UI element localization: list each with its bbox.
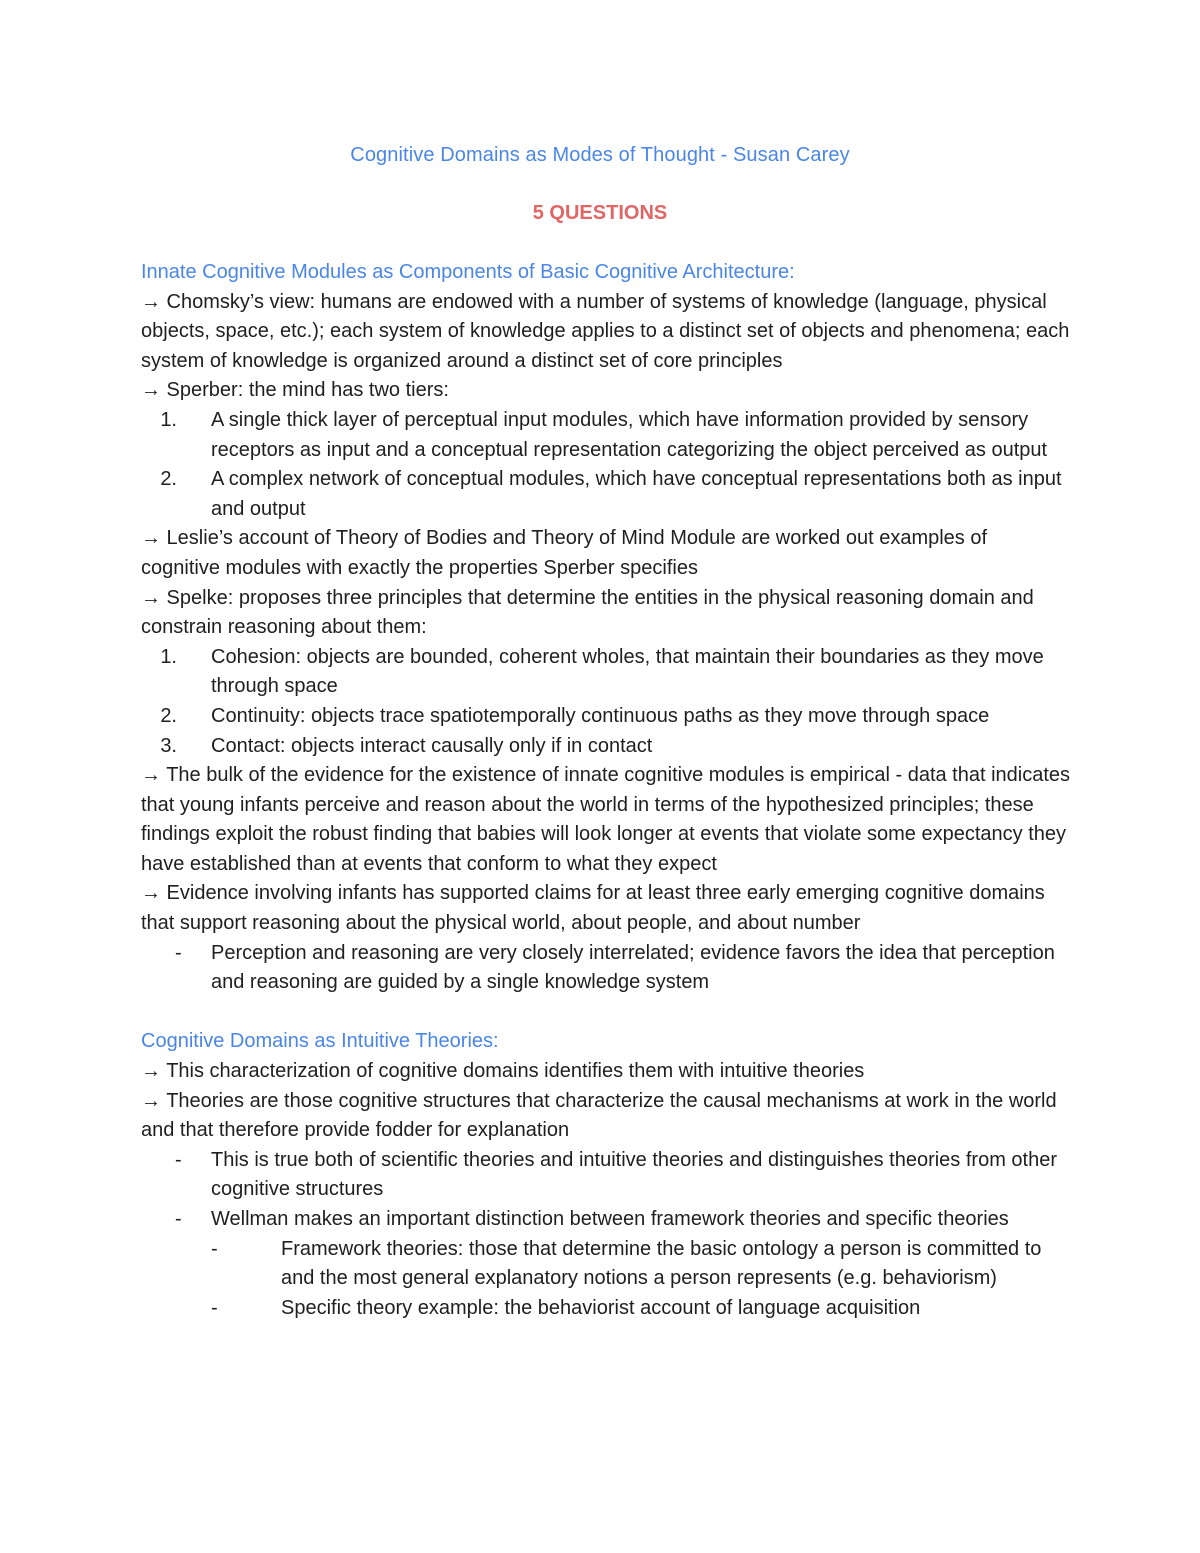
document-body: [141, 258, 1071, 1323]
bullet-marker: -: [175, 1208, 182, 1230]
blank-line: [141, 998, 1071, 1028]
bullet-item: [141, 1205, 1071, 1235]
paragraph-infants: → Evidence involving infants has supported claims for at least three early emerging cognitive domains that support reasoning about the physical world, about people, and about number: [141, 882, 1045, 935]
bullet-marker: -: [211, 1237, 218, 1260]
bullet-item: [141, 1146, 1071, 1205]
paragraph-sperber: → Sperber: the mind has two tiers:: [141, 379, 449, 402]
section-heading-innate-modules: Innate Cognitive Modules as Components of Basic Cognitive Architecture:: [141, 261, 795, 283]
list-item: [141, 702, 1071, 732]
document-title: Cognitive Domains as Modes of Thought - Susan Carey: [350, 144, 850, 166]
sub-bullet-item: [141, 1235, 1071, 1294]
paragraph-chomsky: → Chomsky’s view: humans are endowed with a number of systems of knowledge (language, physical objects, space, etc.); each system of knowledge applies to a distinct set of objects and phenomena; each system of knowledge is organized around a distinct set of core principles: [141, 290, 1070, 372]
list-item-text: A single thick layer of perceptual input modules, which have information provided by sensory receptors as input and a conceptual representation categorizing the object perceived as output: [211, 408, 1048, 461]
bullet-item: [141, 939, 1071, 998]
paragraph-evidence: → The bulk of the evidence for the existence of innate cognitive modules is empirical - data that indicates that young infants perceive and reason about the world in terms of the hypothesized principles; these findings exploit the robust finding that babies will look longer at events that violate some expectancy they have established than at events that conform to what they expect: [141, 764, 1071, 875]
section-heading-intuitive-theories: Cognitive Domains as Intuitive Theories:: [141, 1030, 499, 1053]
list-marker: 2.: [160, 468, 177, 491]
list-marker: 3.: [160, 734, 177, 757]
sub-bullet-item-text: Specific theory example: the behaviorist account of language acquisition: [281, 1296, 921, 1319]
list-item: [141, 732, 1071, 762]
bullet-item-text: Perception and reasoning are very closely interrelated; evidence favors the idea that perception and reasoning are guided by a single knowledge system: [211, 941, 1055, 994]
list-item-text: Continuity: objects trace spatiotemporally continuous paths as they move through space: [211, 704, 990, 727]
bullet-marker: -: [175, 941, 182, 964]
list-item: [141, 465, 1071, 524]
bullet-marker: -: [175, 1148, 182, 1171]
bullet-item-text: Wellman makes an important distinction between framework theories and specific theories: [211, 1208, 1009, 1230]
list-marker: 1.: [160, 645, 177, 668]
document-subtitle: 5 QUESTIONS: [532, 202, 668, 224]
list-item-text: Contact: objects interact causally only if in contact: [211, 734, 653, 757]
bullet-item-text: This is true both of scientific theories and intuitive theories and distinguishes theories from other cognitive structures: [211, 1148, 1057, 1201]
paragraph-characterization: → This characterization of cognitive domains identifies them with intuitive theories: [141, 1060, 865, 1083]
list-item-text: A complex network of conceptual modules, which have conceptual representations both as input and output: [211, 468, 1062, 520]
sub-bullet-item-text: Framework theories: those that determine the basic ontology a person is committed to and the most general explanatory notions a person represents (e.g. behaviorism): [281, 1237, 1042, 1290]
list-marker: 2.: [160, 704, 177, 727]
sub-bullet-item: [141, 1294, 1071, 1324]
list-marker: 1.: [160, 408, 177, 431]
paragraph-theories: → Theories are those cognitive structures that characterize the causal mechanisms at work in the world and that therefore provide fodder for explanation: [141, 1089, 1057, 1142]
list-item: [141, 406, 1071, 465]
paragraph-spelke: → Spelke: proposes three principles that determine the entities in the physical reasoning domain and constrain reasoning about them:: [141, 586, 1034, 639]
list-item: [141, 643, 1071, 702]
bullet-marker: -: [211, 1296, 218, 1319]
list-item-text: Cohesion: objects are bounded, coherent wholes, that maintain their boundaries as they move through space: [211, 645, 1044, 698]
paragraph-leslie: → Leslie’s account of Theory of Bodies and Theory of Mind Module are worked out examples of cognitive modules with exactly the properties Sperber specifies: [141, 527, 988, 579]
